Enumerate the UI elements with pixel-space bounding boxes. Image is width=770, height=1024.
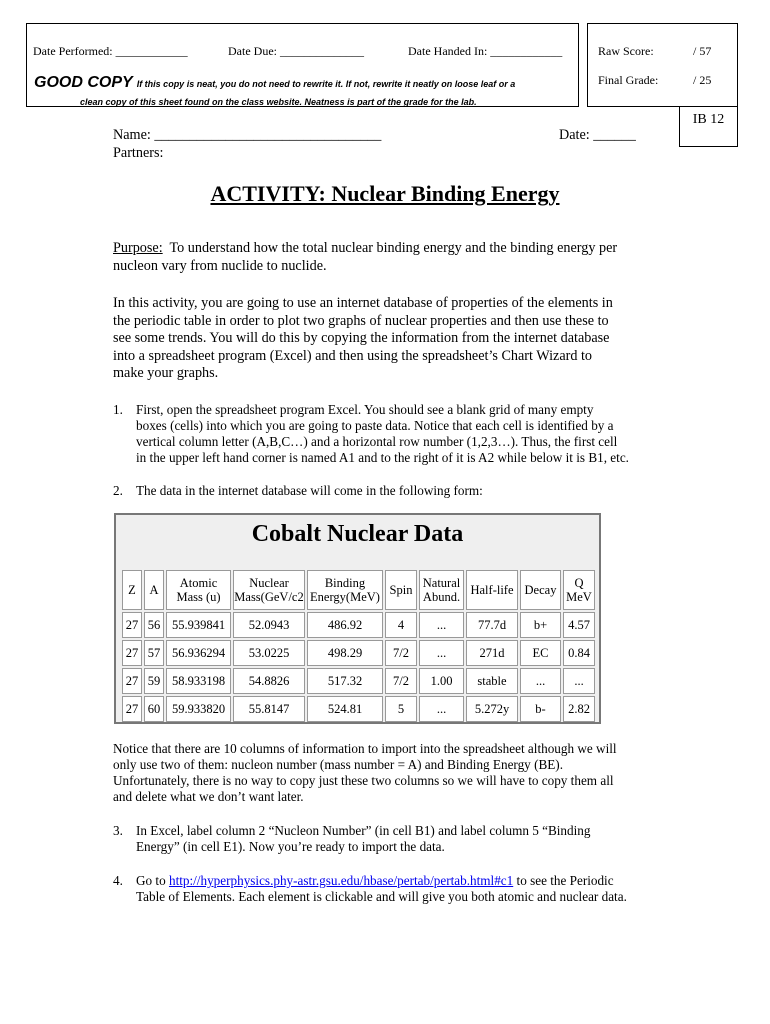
good-copy-line xyxy=(34,74,515,92)
purpose-paragraph: Purpose: To understand how the total nuclear binding energy and the binding energy per nucleon vary from nuclide to nuclide. xyxy=(113,240,618,274)
date-field: Date: ______ xyxy=(559,127,636,143)
purpose-label: Purpose: xyxy=(113,240,163,256)
header-natural-abund: Natural Abund. xyxy=(419,570,464,610)
step-2-number: 2. xyxy=(113,483,123,498)
step-4-number: 4. xyxy=(113,873,123,888)
table-row: 27 56 55.939841 52.0943 486.92 4 ... 77.7d b+ 4.57 xyxy=(122,612,595,638)
table-title: Cobalt Nuclear Data xyxy=(251,521,464,547)
header-q: Q MeV xyxy=(563,570,595,610)
score-box xyxy=(587,23,738,107)
table-row: 27 60 59.933820 55.8147 524.81 5 ... 5.272y b- 2.82 xyxy=(122,696,595,722)
table-row: 27 57 56.936294 53.0225 498.29 7/2 ... 271d EC 0.84 xyxy=(122,640,595,666)
step-4-text: Go to http://hyperphysics.phy-astr.gsu.edu/hbase/pertab/pertab.html#c1 to see the Periodic Table of Elements. Each element is clickable and will give you both atomic and nuclear data. xyxy=(136,873,627,904)
course-box xyxy=(679,106,738,147)
good-copy-note-1: If this copy is neat, you do not need to rewrite it. If not, rewrite it neatly on loose leaf or a xyxy=(136,79,516,89)
good-copy-title: GOOD COPY xyxy=(34,74,133,91)
step-1-number: 1. xyxy=(113,402,123,417)
header-z: Z xyxy=(122,570,142,610)
step-3-text: In Excel, label column 2 “Nucleon Number” (in cell B1) and label column 5 “Binding Energy” (in cell E1). Now you’re ready to import the data. xyxy=(136,823,591,854)
final-grade-value: / 25 xyxy=(693,73,712,87)
date-due: Date Due: ______________ xyxy=(228,44,364,58)
date-performed: Date Performed: ____________ xyxy=(33,44,188,58)
step-2-text: The data in the internet database will come in the following form: xyxy=(136,483,483,498)
step-1-text: First, open the spreadsheet program Excel. You should see a blank grid of many empty boxes (cells) into which you are going to paste data. Notice that each cell is identified by a vertical column letter (A,B,C…) and a horizontal row number (1,2,3…). Thus, the first cell in the upper left hand corner is named A1 and to the right of it is A2 while below it is B1, etc. xyxy=(136,402,629,465)
header-half-life: Half-life xyxy=(466,570,518,610)
raw-score-label: Raw Score: xyxy=(598,44,654,58)
hyperphysics-link[interactable]: http://hyperphysics.phy-astr.gsu.edu/hbase/pertab/pertab.html#c1 xyxy=(168,873,514,888)
header-atomic-mass: Atomic Mass (u) xyxy=(166,570,231,610)
header-nuclear-mass: Nuclear Mass(GeV/c2 xyxy=(233,570,305,610)
notice-paragraph: Notice that there are 10 columns of information to import into the spreadsheet although we will only use two of them: nucleon number (mass number = A) and Binding Energy (BE). Unfortunately, there is no way to copy just these two columns so we will have to copy them all and delete what we don’t want later. xyxy=(113,741,617,804)
header-box xyxy=(26,23,579,107)
final-grade-label: Final Grade: xyxy=(598,73,659,87)
partners-field: Partners: xyxy=(113,145,164,161)
header-decay: Decay xyxy=(520,570,561,610)
table-header-row xyxy=(122,570,595,610)
intro-paragraph: In this activity, you are going to use an internet database of properties of the elements in the periodic table in order to plot two graphs of nuclear properties and then use these to see some trends. You will do this by copying the information from the internet database into a spreadsheet program (Excel) and then using the spreadsheet’s Chart Wizard to make your graphs. xyxy=(113,295,613,381)
header-spin: Spin xyxy=(385,570,417,610)
header-a: A xyxy=(144,570,164,610)
course-label: IB 12 xyxy=(692,112,725,127)
header-binding-energy: Binding Energy(MeV) xyxy=(307,570,383,610)
cobalt-data-table xyxy=(114,513,601,724)
raw-score-value: / 57 xyxy=(693,44,712,58)
table-row: 27 59 58.933198 54.8826 517.32 7/2 1.00 stable ... ... xyxy=(122,668,595,694)
page-title: ACTIVITY: Nuclear Binding Energy xyxy=(210,181,560,206)
cobalt-table-grid xyxy=(120,568,597,724)
good-copy-note-2: clean copy of this sheet found on the class website. Neatness is part of the grade for the lab. xyxy=(80,97,477,107)
name-field: Name: ________________________________ xyxy=(113,127,382,143)
date-handed-in: Date Handed In: ____________ xyxy=(408,44,563,58)
step-3-number: 3. xyxy=(113,823,123,838)
